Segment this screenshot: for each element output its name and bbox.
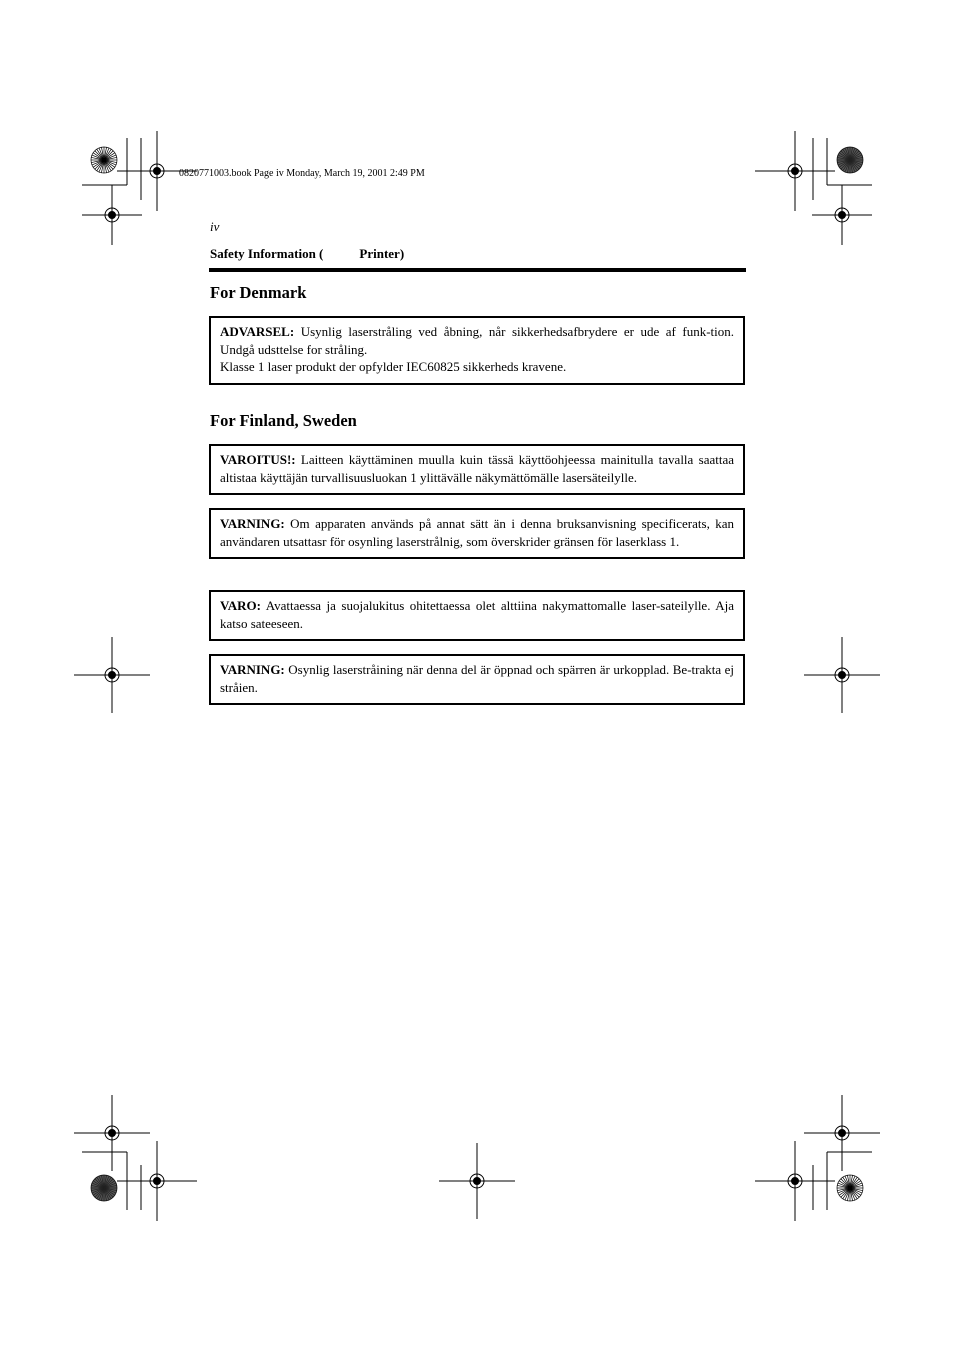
running-head-left: Safety Information (: [210, 246, 324, 261]
star-target-icon: [837, 1175, 863, 1201]
registration-target-icon: [74, 1095, 150, 1171]
warning-label: ADVARSEL:: [220, 324, 295, 339]
star-target-icon: [91, 1175, 117, 1201]
warning-label: VARNING:: [220, 662, 285, 677]
header-rule: [209, 268, 746, 272]
running-head-right: Printer): [359, 246, 405, 261]
warning-box-varning-1: [209, 508, 745, 559]
warning-label: VARO:: [220, 598, 261, 613]
warning-text: Laitteen käyttäminen muulla kuin tässä käyttöohjeessa mainitulla tavalla saattaa altistaa käyttäjän turvallisuusluokan 1 ylittävälle näkymättömälle lasersäteilylle.: [220, 452, 734, 485]
warning-text-line2: Klasse 1 laser produkt der opfylder IEC60825 sikkerheds kravene.: [220, 359, 567, 374]
section-heading-denmark: For Denmark: [210, 283, 307, 302]
warning-text: Om apparaten används på annat sätt än i denna bruksanvisning specificerats, kan användaren utsattasr för osynling laserstrålnig, som överskrider gränsen för laserklass 1.: [220, 516, 734, 549]
warning-box-varning-2: [209, 654, 745, 705]
registration-target-icon: [117, 1141, 197, 1221]
registration-target-icon: [82, 185, 142, 245]
running-head: [210, 246, 404, 262]
warning-text: Usynlig laserstråling ved åbning, når sikkerhedsafbrydere er ude af funk-tion. Undgå udsttelse for stråling.: [220, 324, 735, 357]
warning-box-advarsel: [209, 316, 745, 385]
registration-target-icon: [755, 1141, 835, 1221]
star-target-icon: [837, 147, 863, 173]
registration-target-icon: [755, 131, 835, 211]
section-heading-finland-sweden: For Finland, Sweden: [210, 411, 357, 430]
registration-target-icon: [439, 1143, 515, 1219]
warning-text: Avattaessa ja suojalukitus ohitettaessa olet alttiina nakymattomalle laser-sateilylle. Aja katso sateeseen.: [220, 598, 734, 631]
warning-label: VAROITUS!:: [220, 452, 296, 467]
warning-box-varoitus: [209, 444, 745, 495]
registration-target-icon: [804, 1095, 880, 1171]
page-number: iv: [210, 219, 220, 234]
file-slug: 0820771003.book Page iv Monday, March 19, 2001 2:49 PM: [179, 168, 425, 179]
registration-target-icon: [812, 185, 872, 245]
warning-box-varo: [209, 590, 745, 641]
registration-target-icon: [804, 637, 880, 713]
registration-target-icon: [74, 637, 150, 713]
warning-text: Osynlig laserstråining när denna del är öppnad och spärren är urkopplad. Be-trakta ej stråien.: [220, 662, 734, 695]
star-target-icon: [91, 147, 117, 173]
warning-label: VARNING:: [220, 516, 285, 531]
